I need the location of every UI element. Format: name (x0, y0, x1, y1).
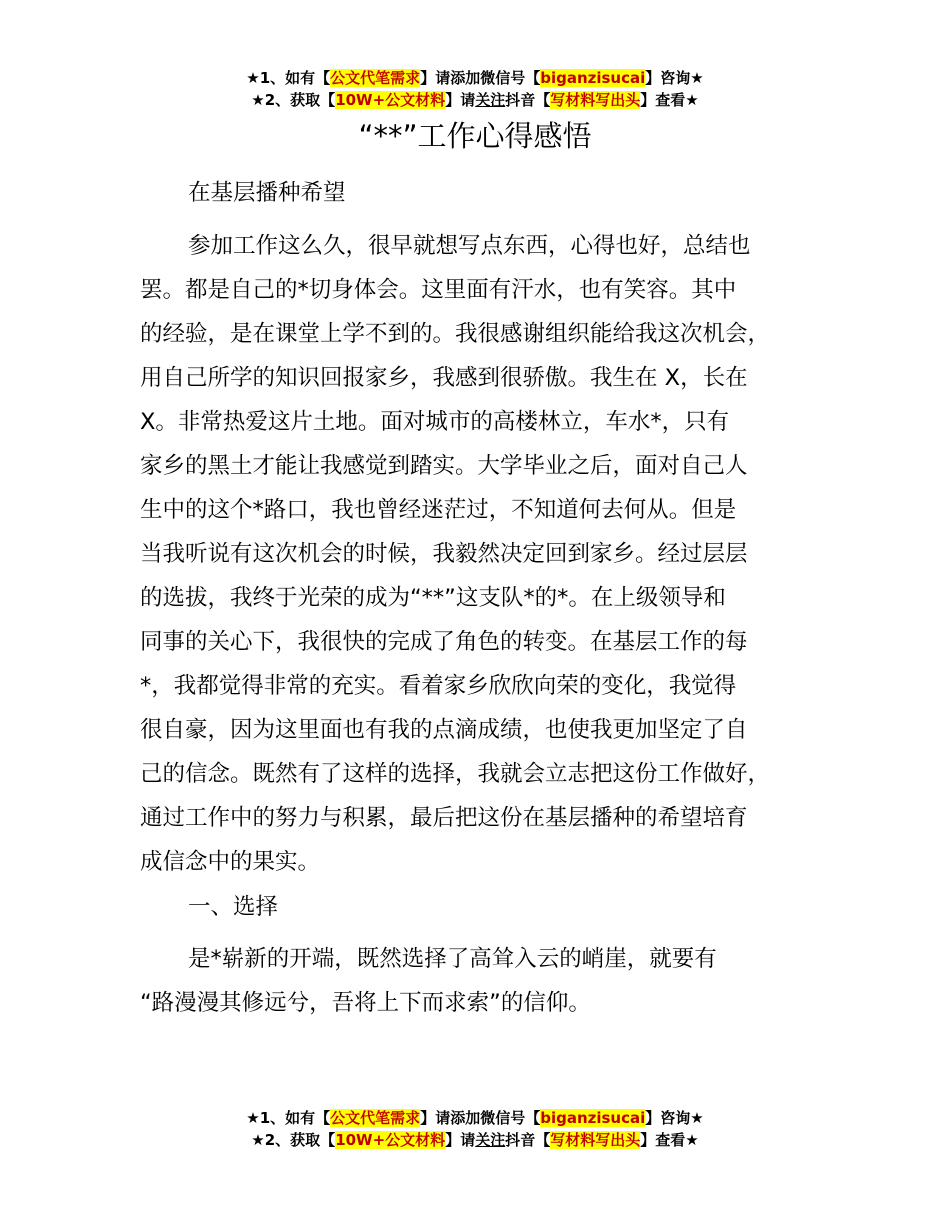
underlined-text: 关注 (475, 1131, 506, 1149)
footer-line-2 (0, 1129, 950, 1151)
highlighted-text: biganzisucai (540, 1109, 646, 1127)
banner-text: 】咨询★ (645, 1109, 704, 1127)
main-paragraph (140, 224, 830, 884)
paragraph-line: 同事的关心下，我很快的完成了角色的转变。在基层工作的每 (140, 629, 748, 655)
paragraph-line: 参加工作这么久，很早就想写点东西，心得也好，总结也 (188, 233, 751, 259)
banner-text: ★1、如有【 (246, 1109, 331, 1127)
section-paragraph (140, 937, 830, 1025)
section-heading (140, 885, 830, 929)
header-line-1 (0, 67, 950, 89)
banner-text: 】请添加微信号【 (420, 1109, 541, 1127)
paragraph-line: “路漫漫其修远兮，吾将上下而求索”的信仰。 (140, 990, 591, 1016)
document-title: “**”工作心得感悟 (358, 119, 592, 153)
header-banner (0, 67, 950, 111)
paragraph-line: X。非常热爱这片土地。面对城市的高楼林立，车水*，只有 (140, 409, 730, 435)
banner-text: 】请 (445, 91, 476, 109)
highlighted-text: 10W+公文材料 (335, 1131, 446, 1149)
paragraph-line: 通过工作中的努力与积累，最后把这份在基层播种的希望培育 (140, 805, 748, 831)
paragraph-line: 当我听说有这次机会的时候，我毅然决定回到家乡。经过层层 (140, 541, 748, 567)
subtitle-text: 在基层播种希望 (188, 180, 346, 206)
banner-text: 】请 (445, 1131, 476, 1149)
document-subtitle (140, 171, 830, 215)
footer-line-1 (0, 1107, 950, 1129)
paragraph-line: 家乡的黑土才能让我感觉到踏实。大学毕业之后，面对自己人 (140, 453, 748, 479)
underlined-text: 关注 (475, 91, 506, 109)
paragraph-line: 很自豪，因为这里面也有我的点滴成绩，也使我更加坚定了自 (140, 717, 748, 743)
banner-text: 抖音【 (505, 91, 551, 109)
paragraph-line: 生中的这个*路口，我也曾经迷茫过，不知道何去何从。但是 (140, 497, 737, 523)
banner-text: ★2、获取【 (251, 1131, 336, 1149)
paragraph-line: 是*崭新的开端，既然选择了高耸入云的峭崖，就要有 (188, 946, 717, 972)
section-heading-text: 一、选择 (188, 894, 279, 920)
paragraph-line: 用自己所学的知识回报家乡，我感到很骄傲。我生在 X，长在 (140, 365, 748, 391)
highlighted-text: 公文代笔需求 (330, 69, 421, 87)
banner-text: 】查看★ (640, 1131, 699, 1149)
paragraph-line: 成信念中的果实。 (140, 849, 321, 875)
section-paragraph-body (140, 937, 830, 1025)
highlighted-text: 公文代笔需求 (330, 1109, 421, 1127)
highlighted-text: biganzisucai (540, 69, 646, 87)
highlighted-text: 10W+公文材料 (335, 91, 446, 109)
footer-banner (0, 1107, 950, 1151)
banner-text: 抖音【 (505, 1131, 551, 1149)
banner-text: 】查看★ (640, 91, 699, 109)
highlighted-text: 写材料写出头 (550, 91, 641, 109)
highlighted-text: 写材料写出头 (550, 1131, 641, 1149)
banner-text: 】咨询★ (645, 69, 704, 87)
paragraph-line: 的经验，是在课堂上学不到的。我很感谢组织能给我这次机会， (140, 321, 771, 347)
banner-text: 】请添加微信号【 (420, 69, 541, 87)
paragraph-line: *，我都觉得非常的充实。看着家乡欣欣向荣的变化，我觉得 (140, 673, 737, 699)
paragraph-line: 的选拔，我终于光荣的成为“**”这支队*的*。在上级领导和 (140, 585, 726, 611)
paragraph-line: 己的信念。既然有了这样的选择，我就会立志把这份工作做好， (140, 761, 771, 787)
banner-text: ★2、获取【 (251, 91, 336, 109)
banner-text: ★1、如有【 (246, 69, 331, 87)
header-line-2 (0, 89, 950, 111)
paragraph-line: 罢。都是自己的*切身体会。这里面有汗水，也有笑容。其中 (140, 277, 737, 303)
main-paragraph-body (140, 224, 830, 884)
